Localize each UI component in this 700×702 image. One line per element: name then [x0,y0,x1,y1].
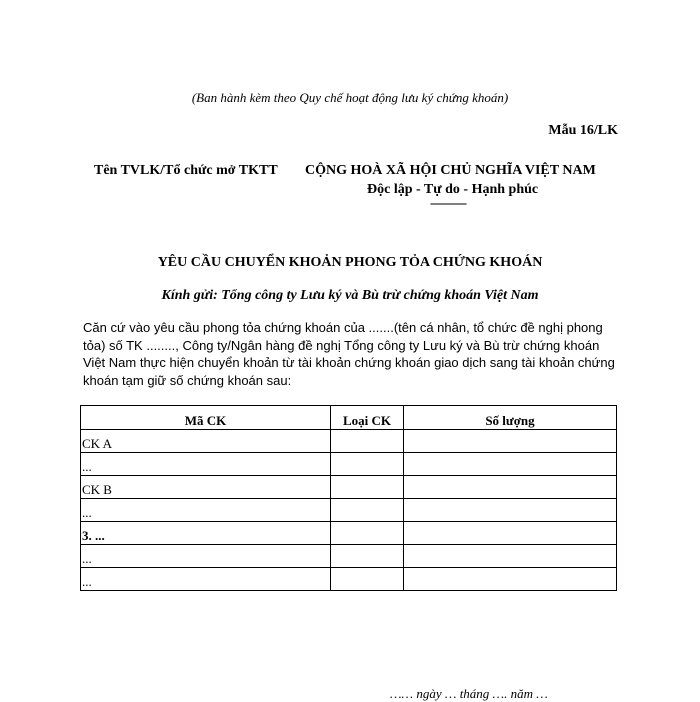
col-header-code: Mã CK [81,406,331,430]
table-header-row [81,406,617,430]
cell-type [331,453,404,476]
cell-quantity [404,476,617,499]
table-row [81,476,617,499]
cell-type [331,522,404,545]
cell-type [331,545,404,568]
securities-table [80,405,617,591]
cell-quantity [404,568,617,591]
cell-code: ... [81,499,331,522]
cell-code: ... [81,545,331,568]
cell-type [331,476,404,499]
document-title: YÊU CẦU CHUYỂN KHOẢN PHONG TỎA CHỨNG KHOÁN [157,255,543,270]
cell-code: CK B [81,476,331,499]
col-header-quantity: Số lượng [404,406,617,430]
table-row [81,453,617,476]
cell-type [331,568,404,591]
issued-note: (Ban hành kèm theo Quy chế hoạt động lưu ký chứng khoán) [191,90,509,105]
cell-quantity [404,499,617,522]
cell-code: CK A [81,430,331,453]
table-row [81,568,617,591]
nation-title: CỘNG HOÀ XÃ HỘI CHỦ NGHĨA VIỆT NAM [305,163,596,178]
table-row [81,499,617,522]
cell-type [331,430,404,453]
footer-date: …… ngày … tháng …. năm … [390,686,548,701]
org-name: Tên TVLK/Tổ chức mở TKTT [94,163,278,178]
cell-quantity [404,522,617,545]
body-paragraph: Căn cứ vào yêu cầu phong tỏa chứng khoán của .......(tên cá nhân, tổ chức đề nghị phong tỏa) số TK ........, Công ty/Ngân hàng đề nghị Tổng công ty Lưu ký và Bù trừ chứng khoán Việt Nam thực hiện chuyển khoản từ tài khoản chứng khoán giao dịch sang tài khoản chứng khoán tạm giữ số chứng khoán sau: [83,320,615,388]
separator: ------------ [430,196,466,210]
cell-code: 3. ... [81,522,331,545]
table-row [81,430,617,453]
motto: Độc lập - Tự do - Hạnh phúc [367,182,539,197]
cell-type [331,499,404,522]
cell-quantity [404,453,617,476]
cell-quantity [404,430,617,453]
cell-code: ... [81,453,331,476]
form-number: Mẫu 16/LK [548,123,618,138]
addressee: Kính gửi: Tổng công ty Lưu ký và Bù trừ chứng khoán Việt Nam [161,288,539,303]
table-row [81,545,617,568]
col-header-type: Loại CK [331,406,404,430]
cell-code: ... [81,568,331,591]
table-row [81,522,617,545]
cell-quantity [404,545,617,568]
